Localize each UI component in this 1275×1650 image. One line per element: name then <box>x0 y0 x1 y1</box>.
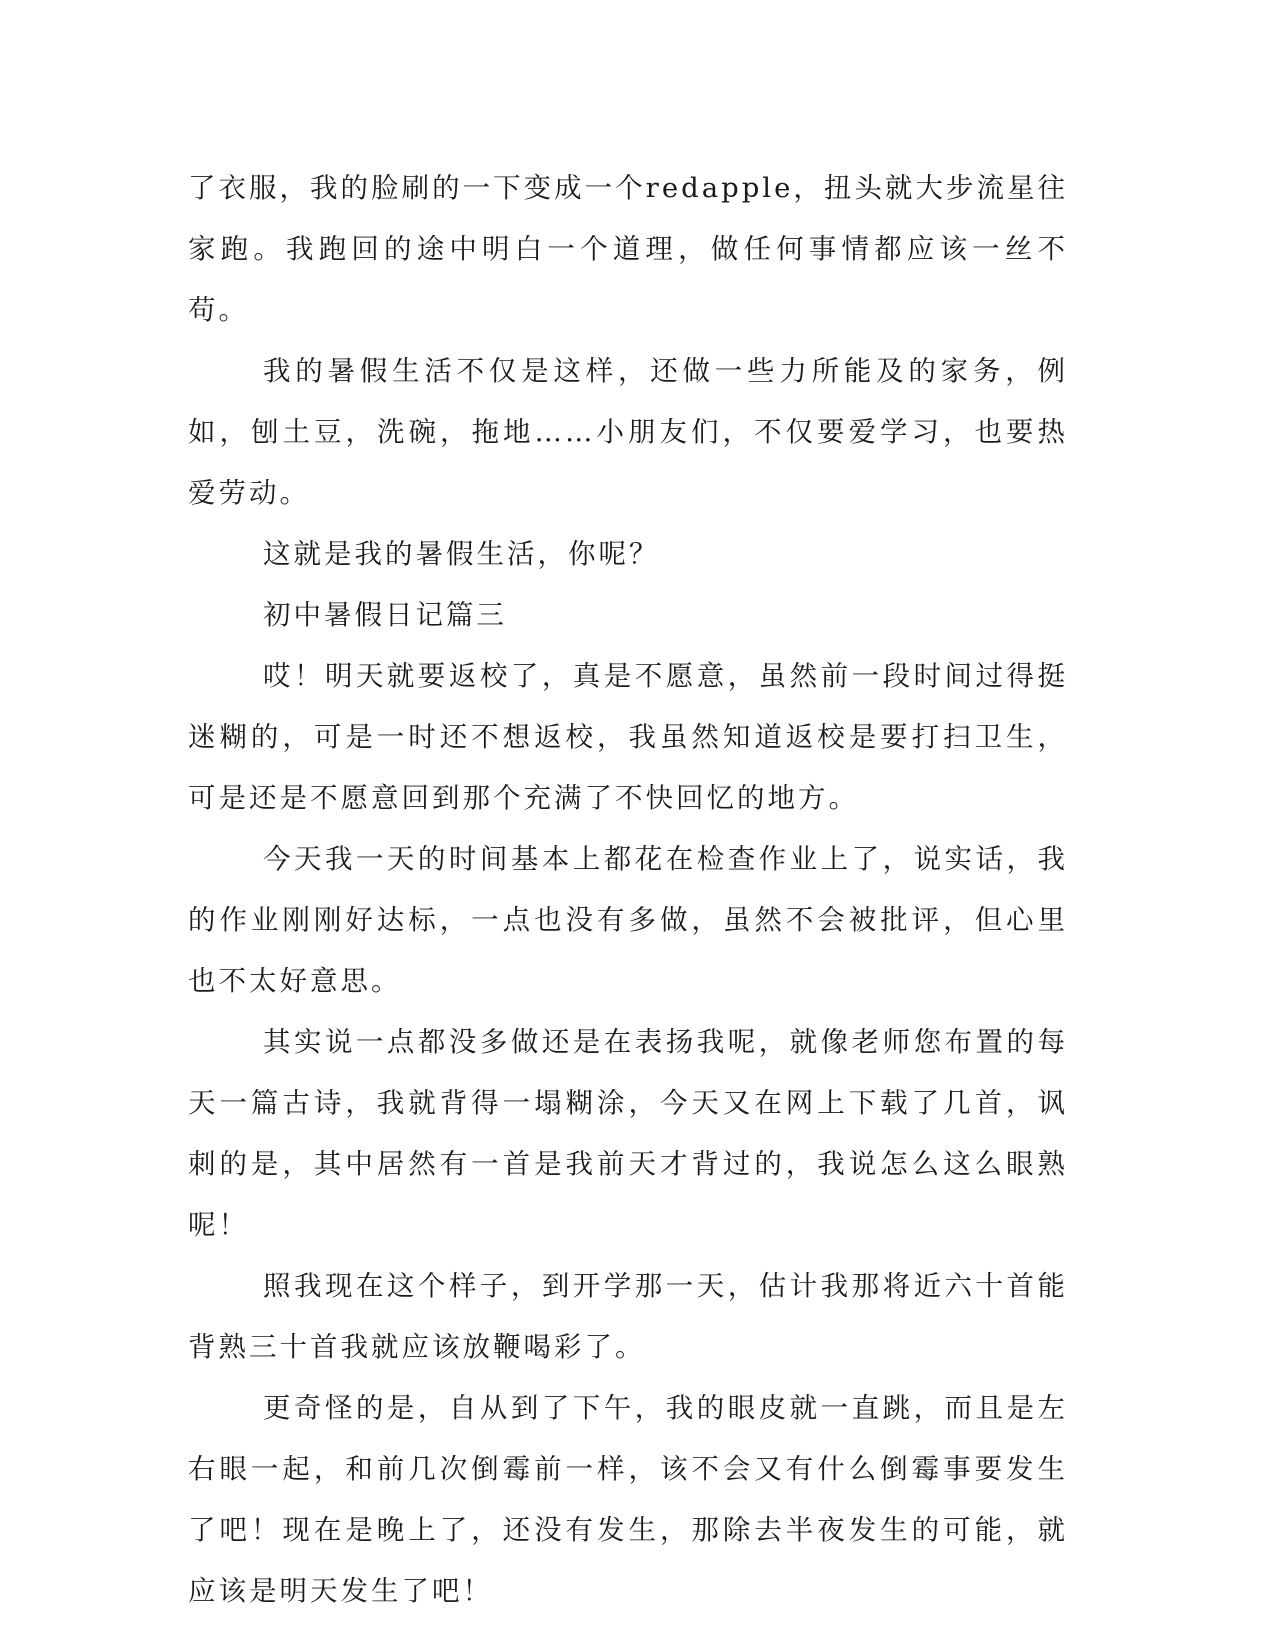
document-body <box>188 158 1068 1622</box>
paragraph-homework-check: 今天我一天的时间基本上都花在检查作业上了，说实话，我的作业刚刚好达标，一点也没有多做，虽然不会被批评，但心里也不太好意思。 <box>188 843 1068 997</box>
paragraph-poems: 其实说一点都没多做还是在表扬我呢，就像老师您布置的每天一篇古诗，我就背得一塌糊涂，今天又在网上下载了几首，讽刺的是，其中居然有一首是我前天才背过的，我说怎么这么眼熟呢！ <box>188 1026 1068 1241</box>
section-heading: 初中暑假日记篇三 <box>263 599 507 631</box>
paragraph-return-school: 哎！明天就要返校了，真是不愿意，虽然前一段时间过得挺迷糊的，可是一时还不想返校，我虽然知道返校是要打扫卫生，可是还是不愿意回到那个充满了不快回忆的地方。 <box>188 660 1068 814</box>
paragraph-estimate: 照我现在这个样子，到开学那一天，估计我那将近六十首能背熟三十首我就应该放鞭喝彩了。 <box>188 1270 1068 1363</box>
paragraph-closing-question: 这就是我的暑假生活，你呢？ <box>263 538 660 570</box>
paragraph-housework: 我的暑假生活不仅是这样，还做一些力所能及的家务，例如，刨土豆，洗碗，拖地……小朋友们，不仅要爱学习，也要热爱劳动。 <box>188 355 1068 509</box>
paragraph-eyelid: 更奇怪的是，自从到了下午，我的眼皮就一直跳，而且是左右眼一起，和前几次倒霉前一样，该不会又有什么倒霉事要发生了吧！现在是晚上了，还没有发生，那除去半夜发生的可能，就应该是明天发生了吧！ <box>188 1392 1068 1607</box>
paragraph-continuation: 了衣服，我的脸刷的一下变成一个redapple，扭头就大步流星往家跑。我跑回的途中明白一个道理，做任何事情都应该一丝不苟。 <box>188 172 1068 326</box>
